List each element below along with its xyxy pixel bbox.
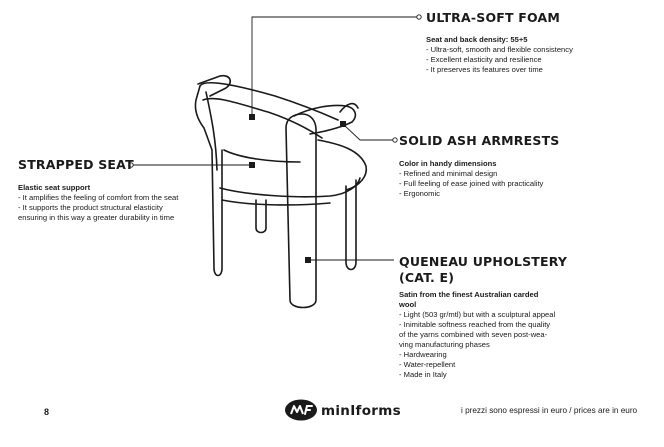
backrest-inner bbox=[203, 99, 322, 138]
armrests-subtitle: Color in handy dimensions bbox=[399, 159, 497, 168]
seat-back-edge bbox=[224, 150, 300, 162]
upholstery-item: of the yarns combined with seven post-wea- bbox=[399, 330, 548, 339]
seat-item: - It amplifies the feeling of comfort from the seat bbox=[18, 193, 179, 202]
seat-front bbox=[222, 200, 330, 205]
armrests-item: - Full feeling of ease joined with practicality bbox=[399, 179, 544, 188]
foam-item: - Excellent elasticity and resilience bbox=[426, 55, 542, 64]
upholstery-title-line1: QUENEAU UPHOLSTERY bbox=[399, 254, 568, 269]
upholstery-item: - Hardwearing bbox=[399, 350, 447, 359]
foam-marker bbox=[249, 114, 255, 120]
upholstery-title-line2: (CAT. E) bbox=[399, 270, 455, 285]
right-rear-leg bbox=[346, 180, 356, 270]
armrest-end-dot bbox=[393, 138, 397, 142]
foam-subtitle: Seat and back density: 55+5 bbox=[426, 35, 528, 44]
armrest-marker bbox=[340, 121, 346, 127]
backrest-outline bbox=[200, 83, 338, 120]
foam-leader-line bbox=[252, 17, 418, 118]
upholstery-item: ving manufacturing phases bbox=[399, 340, 490, 349]
foam-end-dot bbox=[417, 15, 421, 19]
upholstery-subtitle-line1: Satin from the finest Australian carded bbox=[399, 290, 539, 299]
seat-subtitle: Elastic seat support bbox=[18, 183, 91, 192]
upholstery-item: - Water-repellent bbox=[399, 360, 456, 369]
armrest-leader-line bbox=[344, 125, 394, 140]
foam-item: - It preserves its features over time bbox=[426, 65, 543, 74]
armrests-title: SOLID ASH ARMRESTS bbox=[399, 133, 560, 148]
left-back-post bbox=[195, 86, 222, 276]
price-note: i prezzi sono espressi in euro / prices are in euro bbox=[461, 406, 638, 415]
upholstery-subtitle-line2: wool bbox=[399, 300, 417, 309]
seat-item: ensuring in this way a greater durability in time bbox=[18, 213, 175, 222]
seat-title: STRAPPED SEAT bbox=[18, 157, 134, 172]
left-armrest bbox=[198, 76, 230, 96]
brand-name: minIforms bbox=[321, 403, 401, 419]
seat-details bbox=[18, 183, 238, 223]
page-number: 8 bbox=[44, 407, 50, 417]
foam-details bbox=[426, 35, 646, 75]
upholstery-item: - Inimitable softness reached from the quality bbox=[399, 320, 551, 329]
seat-item: - It supports the product structural elasticity bbox=[18, 203, 163, 212]
right-armrest bbox=[294, 105, 355, 134]
miniforms-logo-icon bbox=[284, 399, 318, 421]
right-front-leg bbox=[286, 114, 316, 308]
upholstery-item: - Light (503 gr/mtl) but with a sculptural appeal bbox=[399, 310, 556, 319]
foam-title: ULTRA-SOFT FOAM bbox=[426, 10, 561, 25]
armrests-item: - Ergonomic bbox=[399, 189, 440, 198]
upholstery-details bbox=[399, 290, 609, 380]
seat-marker bbox=[249, 162, 255, 168]
upholstery-marker bbox=[305, 257, 311, 263]
foam-item: - Ultra-soft, smooth and flexible consistency bbox=[426, 45, 573, 54]
upholstery-item: - Made in Italy bbox=[399, 370, 447, 379]
armrests-details bbox=[399, 159, 619, 199]
cushion-band bbox=[318, 140, 366, 190]
seat-outline bbox=[220, 178, 360, 197]
armrests-item: - Refined and minimal design bbox=[399, 169, 498, 178]
